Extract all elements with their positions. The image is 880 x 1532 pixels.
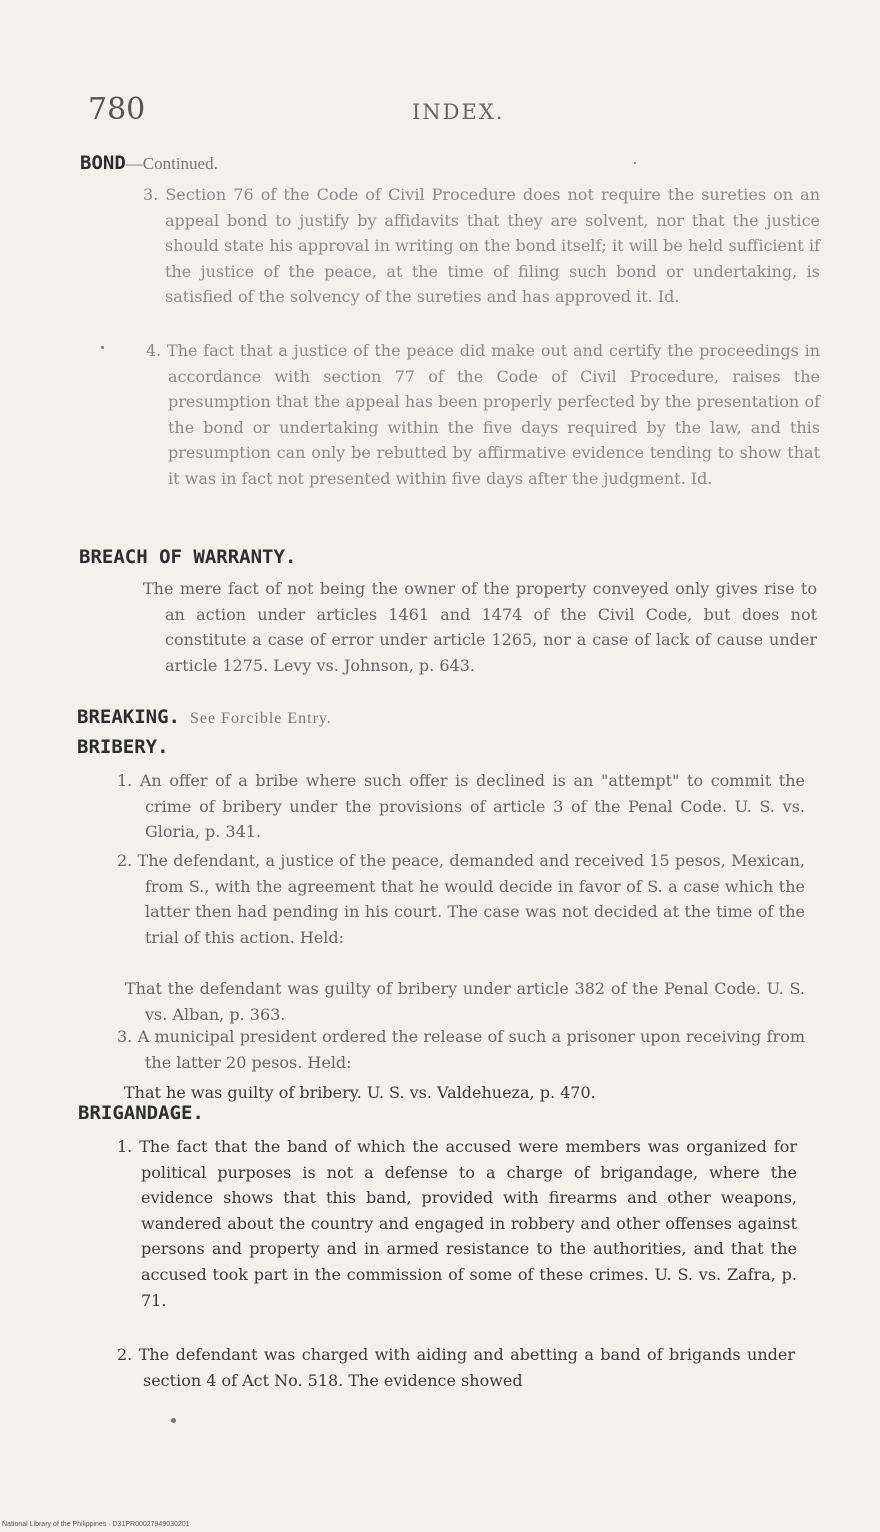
bribery-item-3: 3. A municipal president ordered the release of such a prisoner upon receiving from the latter 20 pesos. Held:	[117, 1027, 805, 1072]
continued-label: —Continued.	[125, 154, 218, 173]
scan-footer: National Library of the Philippines · D31PR00027949030201	[2, 1521, 190, 1528]
breaking-heading	[77, 706, 332, 728]
bribery-heading: BRIBERY.	[77, 736, 169, 758]
brigandage-heading: BRIGANDAGE.	[78, 1102, 204, 1124]
bullet-mark	[171, 1418, 176, 1423]
page-header	[0, 92, 880, 132]
bond-item-3: 3. Section 76 of the Code of Civil Procedure does not require the sureties on an appeal bond to justify by affidavits that they are solvent, nor that the justice should state his approval in writing on the bond itself; it will be held sufficient if the justice of the peace, at the time of filing such bond or undertaking, is satisfied of the solvency of the sureties and has approved it. Id.	[143, 185, 820, 307]
breach-heading: BREACH OF WARRANTY.	[79, 546, 297, 568]
bribery-item-3-held: That he was guilty of bribery. U. S. vs. Valdehueza, p. 470.	[124, 1083, 596, 1102]
breaking-heading-label: BREAKING.	[77, 706, 180, 728]
breach-text: The mere fact of not being the owner of the property conveyed only gives rise to an action under articles 1461 and 1474 of the Civil Code, but does not constitute a case of error under article 1265, nor a case of lack of cause under article 1275. Levy vs. Johnson, p. 643.	[143, 579, 817, 675]
page-number: 780	[88, 92, 146, 127]
brigandage-item-2: 2. The defendant was charged with aiding and abetting a band of brigands under section 4 of Act No. 518. The evidence showed	[117, 1345, 795, 1390]
bond-heading-label: BOND	[80, 152, 126, 174]
bond-heading	[80, 152, 218, 174]
bond-item-4: 4. The fact that a justice of the peace did make out and certify the proceedings in accordance with section 77 of the Code of Civil Procedure, raises the presumption that the appeal has been properly perfected by the presentation of the bond or undertaking within the five days required by the law, and this presumption can only be rebutted by affirmative evidence tending to show that it was in fact not presented within five days after the judgment. Id.	[146, 341, 820, 488]
bribery-item-1: 1. An offer of a bribe where such offer is declined is an "attempt" to commit the crime of bribery under the provisions of article 3 of the Penal Code. U. S. vs. Gloria, p. 341.	[117, 771, 805, 842]
brigandage-item-1: 1. The fact that the band of which the accused were members was organized for political purposes is not a defense to a charge of brigandage, where the evidence shows that this band, provided with firearms and other weapons, wandered about the country and engaged in robbery and other offenses against persons and property and in armed resistance to the authorities, and that the accused took part in the commission of some of these crimes. U. S. vs. Zafra, p. 71.	[117, 1137, 797, 1310]
bribery-item-2-held: That the defendant was guilty of bribery under article 382 of the Penal Code. U. S. vs. Alban, p. 363.	[125, 979, 805, 1024]
speck-mark	[634, 162, 636, 164]
running-title: INDEX.	[412, 100, 505, 124]
bribery-item-2: 2. The defendant, a justice of the peace, demanded and received 15 pesos, Mexican, from S., with the agreement that he would decide in favor of S. a case which the latter then had pending in his court. The case was not decided at the time of the trial of this action. Held:	[117, 851, 805, 947]
asterisk-mark	[101, 346, 104, 349]
see-reference: See Forcible Entry.	[189, 710, 332, 727]
